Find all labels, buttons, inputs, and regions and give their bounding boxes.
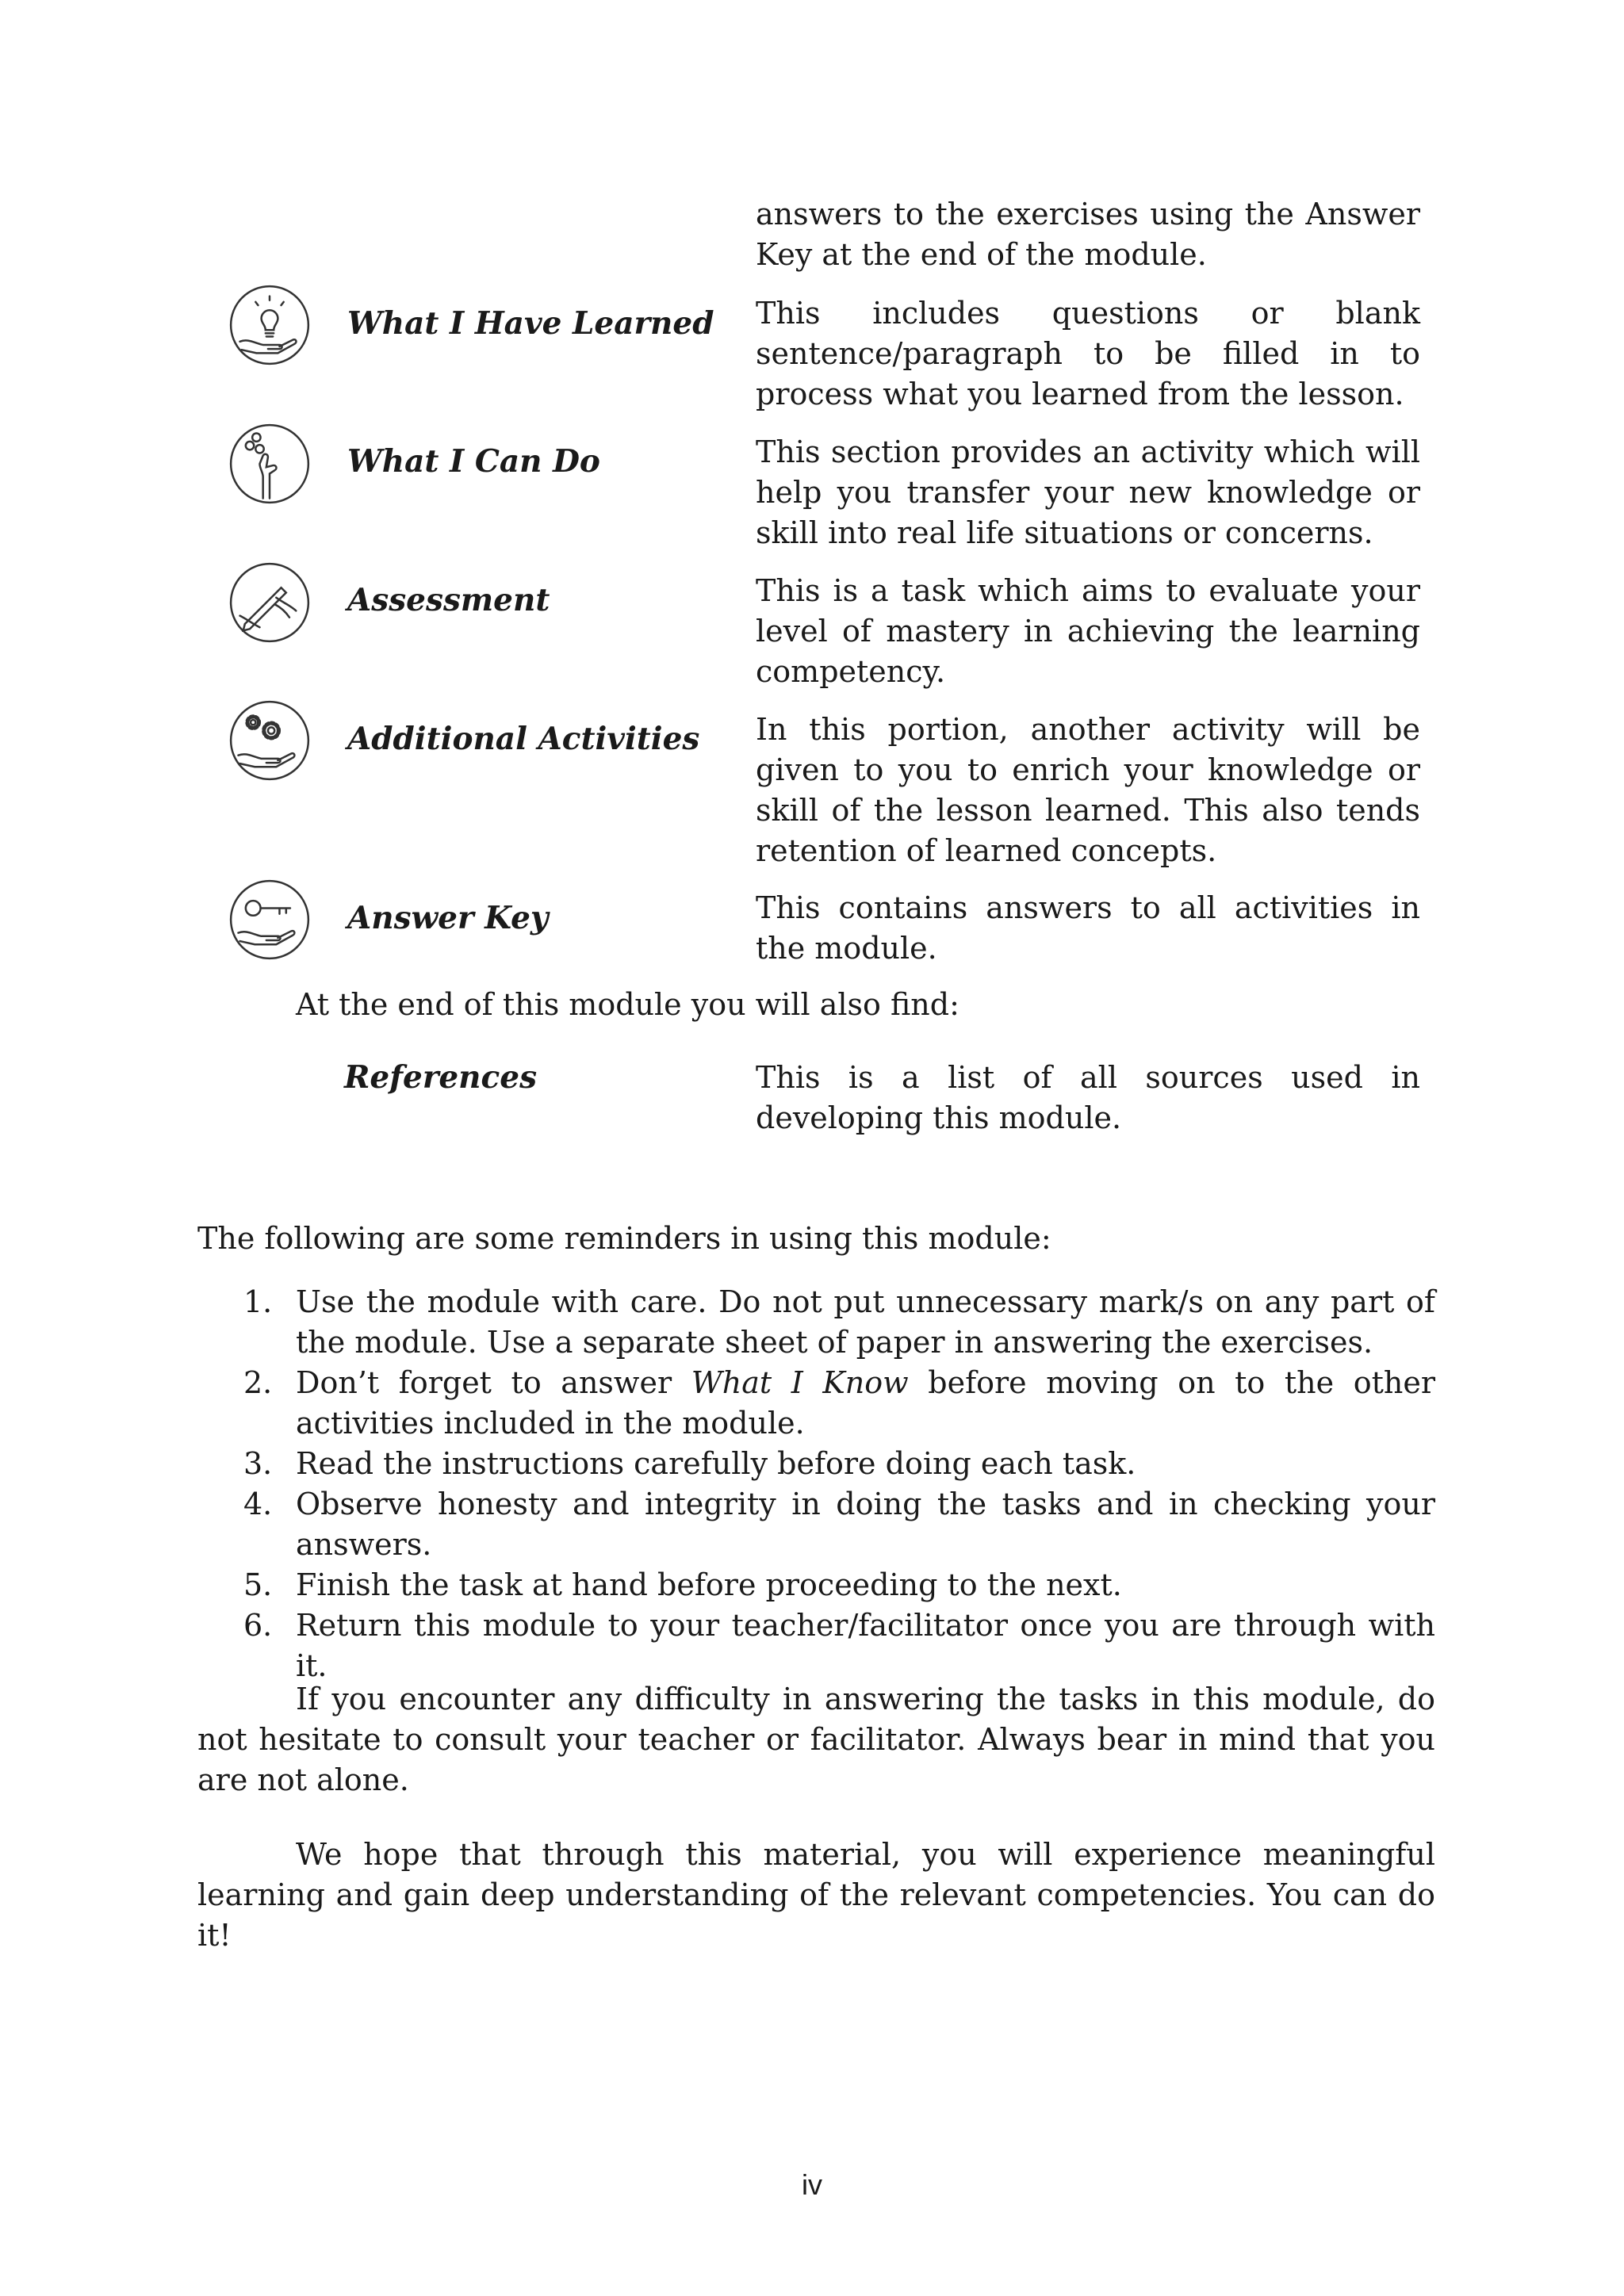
hand-pencil-icon [228, 561, 311, 644]
paragraph-closing: We hope that through this material, you will experience meaningful learning and gain deep understanding of the relevant competencies. You can do it! [197, 1837, 1435, 1953]
continued-description: answers to the exercises using the Answer Key at the end of the module. [756, 197, 1420, 272]
page-number: iv [802, 2168, 822, 2201]
list-item [197, 1484, 1435, 1565]
references-label: References [344, 1059, 538, 1096]
reminders-intro: The following are some reminders in using this module: [197, 1221, 1051, 1256]
section-label: What I Have Learned [347, 305, 714, 342]
section-description: This contains answers to all activities in the module. [756, 890, 1420, 966]
lightbulb-hand-icon [228, 284, 311, 366]
list-text: Don’t forget to answer [296, 1365, 691, 1400]
hand-gears-icon [228, 423, 311, 505]
list-number: 4. [243, 1487, 273, 1521]
list-text: Observe honesty and integrity in doing the tasks and in checking your answers. [296, 1487, 1435, 1562]
list-text: before moving on to the other activities included in the module. [296, 1365, 1435, 1441]
list-item [197, 1444, 1435, 1484]
section-label: Assessment [347, 582, 550, 618]
list-emphasis: What I Know [691, 1365, 909, 1400]
reminders-list [197, 1282, 1435, 1686]
list-number: 5. [243, 1567, 273, 1602]
list-text: Return this module to your teacher/facilitator once you are through with it. [296, 1608, 1435, 1683]
section-description: This includes questions or blank sentence/paragraph to be filled in to process what you learned from the lesson. [756, 296, 1420, 411]
list-text: Use the module with care. Do not put unnecessary mark/s on any part of the module. Use a separate sheet of paper in answering the exercises. [296, 1284, 1435, 1360]
references-description: This is a list of all sources used in developing this module. [756, 1060, 1420, 1135]
list-item [197, 1605, 1435, 1686]
gears-hand-icon [228, 699, 311, 782]
list-item [197, 1363, 1435, 1444]
section-description: In this portion, another activity will be given to you to enrich your knowledge or skill of the lesson learned. This also tends retention of learned concepts. [756, 712, 1420, 868]
list-number: 3. [243, 1446, 273, 1481]
section-description: This section provides an activity which will help you transfer your new knowledge or skill into real life situations or concerns. [756, 434, 1420, 550]
section-description: This is a task which aims to evaluate your level of mastery in achieving the learning competency. [756, 573, 1420, 689]
section-label: Additional Activities [347, 721, 700, 757]
list-number: 1. [243, 1284, 273, 1319]
list-item [197, 1565, 1435, 1605]
list-text: Finish the task at hand before proceeding to the next. [296, 1567, 1122, 1602]
list-number: 2. [243, 1365, 273, 1400]
list-text: Read the instructions carefully before doing each task. [296, 1446, 1136, 1481]
section-label: What I Can Do [347, 443, 600, 480]
list-item [197, 1282, 1435, 1363]
paragraph-difficulty: If you encounter any difficulty in answering the tasks in this module, do not hesitate to consult your teacher or facilitator. Always bear in mind that you are not alone. [197, 1682, 1435, 1797]
list-number: 6. [243, 1608, 273, 1643]
end-note: At the end of this module you will also find: [296, 987, 959, 1022]
section-label: Answer Key [347, 900, 549, 936]
key-hand-icon [228, 878, 311, 961]
